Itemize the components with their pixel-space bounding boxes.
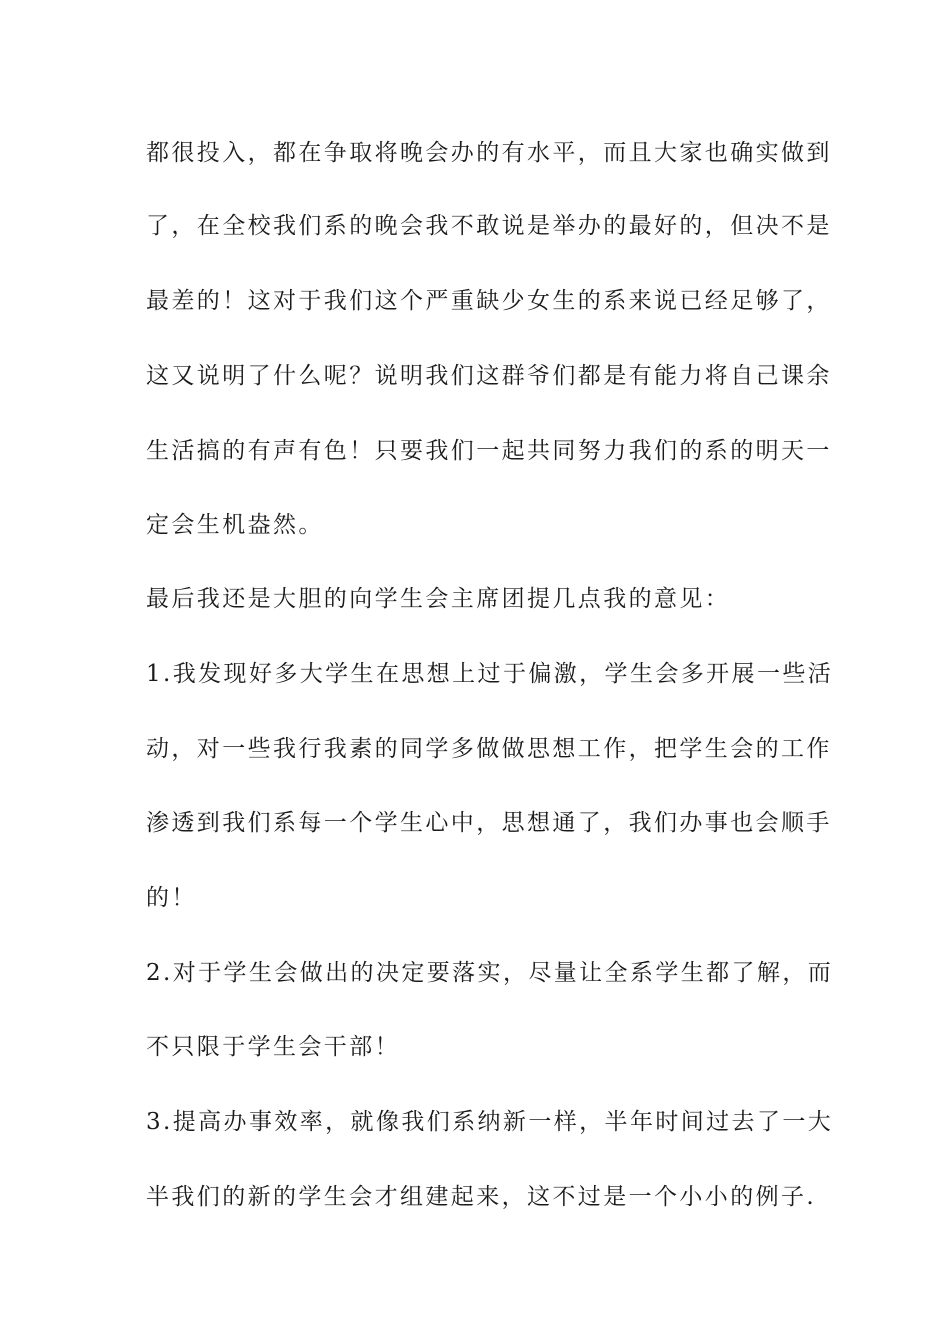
text-line: 动，对一些我行我素的同学多做做思想工作，把学生会的工作	[146, 736, 832, 762]
text-line: 最后我还是大胆的向学生会主席团提几点我的意见：	[146, 586, 731, 612]
text-line: 最差的！这对于我们这个严重缺少女生的系来说已经足够了，	[146, 288, 832, 314]
text-line: 了，在全校我们系的晚会我不敢说是举办的最好的，但决不是	[146, 213, 832, 239]
text-line: 半我们的新的学生会才组建起来，这不过是一个小小的例子.	[146, 1184, 817, 1210]
text-line: 渗透到我们系每一个学生心中，思想通了，我们办事也会顺手	[146, 810, 832, 836]
text-line: 都很投入，都在争取将晚会办的有水平，而且大家也确实做到	[146, 140, 832, 166]
text-line: 2.对于学生会做出的决定要落实，尽量让全系学生都了解，而	[146, 960, 834, 986]
text-line: 的！	[146, 885, 197, 911]
text-line: 3.提高办事效率，就像我们系纳新一样，半年时间过去了一大	[146, 1109, 834, 1135]
text-line: 1.我发现好多大学生在思想上过于偏激，学生会多开展一些活	[146, 661, 834, 687]
text-line: 定会生机盎然。	[146, 512, 324, 538]
text-line: 生活搞的有声有色！只要我们一起共同努力我们的系的明天一	[146, 438, 832, 464]
text-line: 不只限于学生会干部！	[146, 1034, 400, 1060]
text-line: 这又说明了什么呢？说明我们这群爷们都是有能力将自己课余	[146, 363, 832, 389]
